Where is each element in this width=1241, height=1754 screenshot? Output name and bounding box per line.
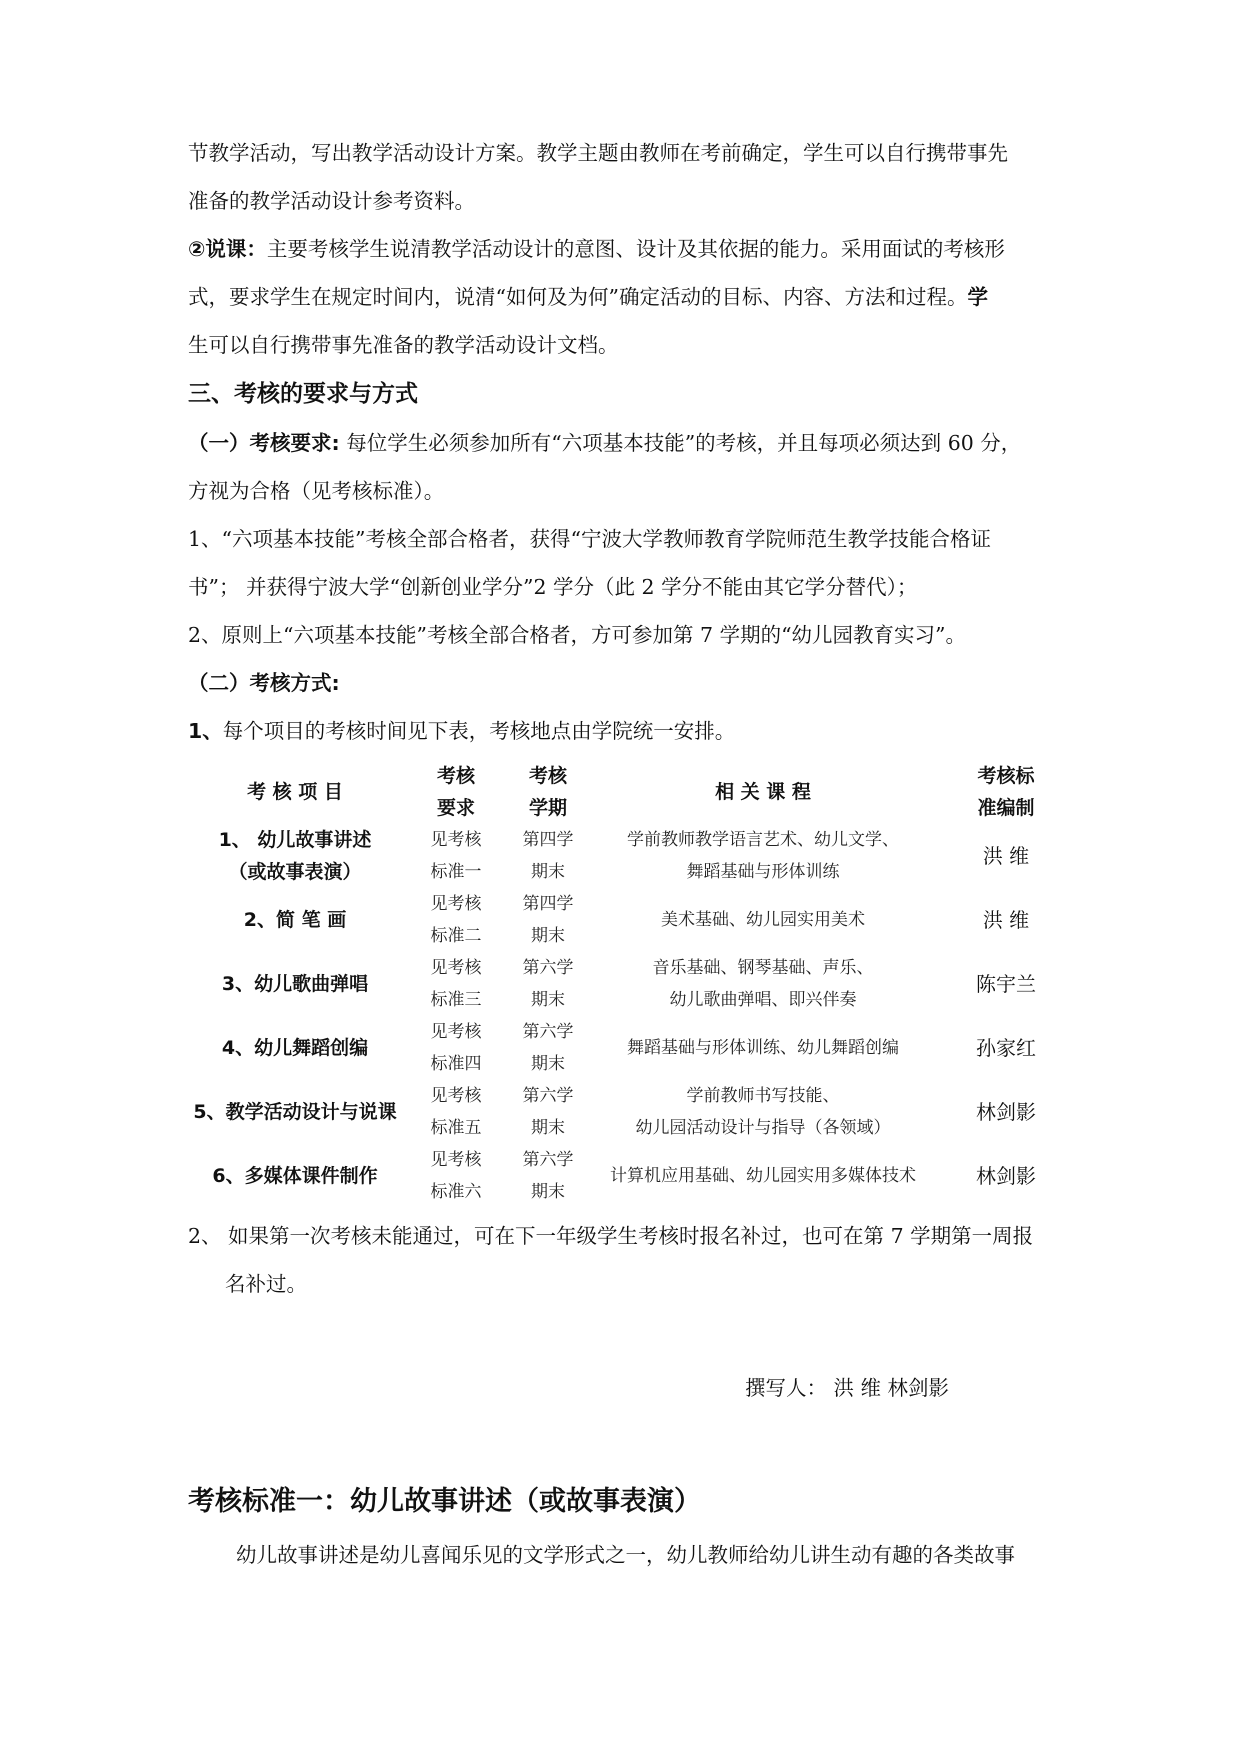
header-author-text: 考核标 — [977, 765, 1035, 787]
cell-item — [180, 952, 410, 1016]
cell-requirement-text: 见考核 — [430, 1086, 482, 1106]
cell-course-text: 学前教师书写技能、 — [686, 1086, 840, 1106]
cell-term-text: 期末 — [531, 1054, 565, 1074]
cell-author-text: 林剑影 — [976, 1164, 1036, 1188]
cell-requirement-text: 标准三 — [430, 990, 482, 1010]
table-row — [180, 1144, 1080, 1208]
paragraph-text: 式，要求学生在规定时间内，说清“如何及为何”确定活动的目标、内容、方法和过程。 — [188, 285, 968, 309]
paragraph-line: 1、“六项基本技能”考核全部合格者，获得“宁波大学教师教育学院师范生教学技能合格证 — [188, 527, 991, 551]
signer-line: 撰写人： 洪 维 林剑影 — [745, 1376, 950, 1400]
cell-author-text: 孙家红 — [976, 1036, 1036, 1060]
cell-term — [502, 1144, 594, 1208]
cell-author-text: 林剑影 — [976, 1100, 1036, 1124]
cell-requirement-text: 标准六 — [430, 1182, 482, 1202]
cell-course-text: 幼儿园活动设计与指导（各领域） — [635, 1118, 891, 1138]
cell-course — [594, 952, 932, 1016]
cell-course — [594, 824, 932, 888]
cell-requirement — [410, 1016, 502, 1080]
cell-term-text: 期末 — [531, 1118, 565, 1138]
cell-course — [594, 1016, 932, 1080]
paragraph-line: 方视为合格（见考核标准）。 — [188, 479, 445, 503]
paragraph-line: 幼儿故事讲述是幼儿喜闻乐见的文学形式之一，幼儿教师给幼儿讲生动有趣的各类故事 — [236, 1543, 1015, 1567]
method-label — [188, 668, 1068, 698]
paragraph-text: 每位学生必须参加所有“六项基本技能”的考核，并且每项必须达到 60 分， — [339, 431, 1022, 455]
cell-term-text: 第六学 — [522, 1022, 574, 1042]
paragraph-text: 每个项目的考核时间见下表，考核地点由学院统一安排。 — [222, 719, 736, 743]
cell-item — [180, 1144, 410, 1208]
header-author — [932, 760, 1080, 824]
header-term-text: 考核 — [528, 765, 567, 787]
cell-author-text: 洪 维 — [982, 844, 1030, 868]
cell-item-text: （或故事表演） — [228, 861, 362, 883]
table-row — [180, 1016, 1080, 1080]
cell-author — [932, 1080, 1080, 1144]
header-term — [502, 760, 594, 824]
paragraph-line — [188, 716, 1068, 746]
cell-requirement-text: 标准五 — [430, 1118, 482, 1138]
cell-course-text: 幼儿歌曲弹唱、即兴伴奏 — [669, 990, 857, 1010]
cell-requirement — [410, 1144, 502, 1208]
cell-requirement-text: 见考核 — [430, 894, 482, 914]
cell-author-text: 陈宇兰 — [976, 972, 1036, 996]
cell-term — [502, 824, 594, 888]
table-row — [180, 824, 1080, 888]
cell-author — [932, 824, 1080, 888]
table-row — [180, 952, 1080, 1016]
shuoke-label: ②说课： — [188, 237, 267, 261]
paragraph-line — [188, 428, 1068, 458]
cell-course — [594, 1144, 932, 1208]
header-requirement — [410, 760, 502, 824]
cell-requirement — [410, 888, 502, 952]
paragraph-line: 2、原则上“六项基本技能”考核全部合格者，方可参加第 7 学期的“幼儿园教育实习”。 — [188, 623, 967, 647]
cell-requirement-text: 标准四 — [430, 1054, 482, 1074]
cell-author — [932, 888, 1080, 952]
requirement-label: （一）考核要求: — [188, 431, 340, 455]
cell-term — [502, 952, 594, 1016]
paragraph-line — [188, 282, 1068, 312]
header-item — [180, 760, 410, 824]
cell-course-text: 音乐基础、钢琴基础、声乐、 — [652, 958, 874, 978]
header-requirement-text: 要求 — [436, 797, 475, 819]
header-course-text: 相 关 课 程 — [715, 781, 811, 803]
paragraph-text: 主要考核学生说清教学活动设计的意图、设计及其依据的能力。采用面试的考核形 — [266, 237, 1005, 261]
cell-term — [502, 1016, 594, 1080]
cell-item — [180, 1016, 410, 1080]
cell-course — [594, 888, 932, 952]
cell-item — [180, 888, 410, 952]
cell-course-text: 舞蹈基础与形体训练 — [686, 862, 840, 882]
cell-author — [932, 1144, 1080, 1208]
paragraph-line — [188, 234, 1068, 264]
list-number: 1、 — [188, 719, 223, 743]
cell-term-text: 第四学 — [522, 830, 574, 850]
header-requirement-text: 考核 — [436, 765, 475, 787]
cell-requirement — [410, 1080, 502, 1144]
table-row — [180, 888, 1080, 952]
cell-requirement-text: 见考核 — [430, 1150, 482, 1170]
schedule-table — [180, 760, 1080, 1208]
cell-course-text: 舞蹈基础与形体训练、幼儿舞蹈创编 — [627, 1038, 899, 1058]
paragraph-line: 准备的教学活动设计参考资料。 — [188, 189, 475, 213]
cell-requirement-text: 见考核 — [430, 830, 482, 850]
cell-term-text: 第六学 — [522, 1150, 574, 1170]
cell-course-text: 学前教师教学语言艺术、幼儿文学、 — [627, 830, 899, 850]
cell-item-text: 1、 幼儿故事讲述 — [218, 829, 372, 851]
cell-item-text: 5、教学活动设计与说课 — [193, 1101, 397, 1123]
cell-author — [932, 952, 1080, 1016]
cell-term-text: 第六学 — [522, 1086, 574, 1106]
paragraph-line: 名补过。 — [225, 1272, 307, 1296]
cell-course — [594, 1080, 932, 1144]
cell-term-text: 期末 — [531, 990, 565, 1010]
cell-term — [502, 1080, 594, 1144]
section-heading: 三、考核的要求与方式 — [188, 381, 418, 407]
cell-item-text: 3、幼儿歌曲弹唱 — [221, 973, 369, 995]
header-course — [594, 760, 932, 824]
cell-item — [180, 824, 410, 888]
method-label-text: （二）考核方式: — [188, 671, 340, 695]
header-item-text: 考 核 项 目 — [247, 781, 343, 803]
cell-requirement-text: 标准一 — [430, 862, 482, 882]
cell-item — [180, 1080, 410, 1144]
cell-item-text: 2、简 笔 画 — [243, 909, 347, 931]
header-author-text: 准编制 — [977, 797, 1035, 819]
cell-requirement-text: 标准二 — [430, 926, 482, 946]
paragraph-line: 生可以自行携带事先准备的教学活动设计文档。 — [188, 333, 619, 357]
cell-requirement — [410, 824, 502, 888]
standard-heading: 考核标准一：幼儿故事讲述（或故事表演） — [188, 1486, 701, 1517]
cell-term-text: 期末 — [531, 926, 565, 946]
table-row — [180, 1080, 1080, 1144]
paragraph-line: 2、 如果第一次考核未能通过，可在下一年级学生考核时报名补过，也可在第 7 学期第一周报 — [188, 1224, 1034, 1248]
cell-course-text: 美术基础、幼儿园实用美术 — [661, 910, 865, 930]
cell-author-text: 洪 维 — [982, 908, 1030, 932]
cell-term-text: 第六学 — [522, 958, 574, 978]
cell-term-text: 期末 — [531, 1182, 565, 1202]
table-header-row — [180, 760, 1080, 824]
header-term-text: 学期 — [528, 797, 567, 819]
cell-item-text: 4、幼儿舞蹈创编 — [221, 1037, 369, 1059]
paragraph-line: 书”； 并获得宁波大学“创新创业学分”2 学分（此 2 学分不能由其它学分替代）； — [188, 575, 918, 599]
cell-requirement-text: 见考核 — [430, 1022, 482, 1042]
cell-term — [502, 888, 594, 952]
cell-requirement — [410, 952, 502, 1016]
cell-requirement-text: 见考核 — [430, 958, 482, 978]
paragraph-line: 节教学活动，写出教学活动设计方案。教学主题由教师在考前确定，学生可以自行携带事先 — [188, 141, 1008, 165]
cell-course-text: 计算机应用基础、幼儿园实用多媒体技术 — [610, 1166, 916, 1186]
cell-term-text: 期末 — [531, 862, 565, 882]
cell-author — [932, 1016, 1080, 1080]
cell-term-text: 第四学 — [522, 894, 574, 914]
paragraph-text-bold: 学 — [967, 285, 988, 309]
cell-item-text: 6、多媒体课件制作 — [212, 1165, 378, 1187]
